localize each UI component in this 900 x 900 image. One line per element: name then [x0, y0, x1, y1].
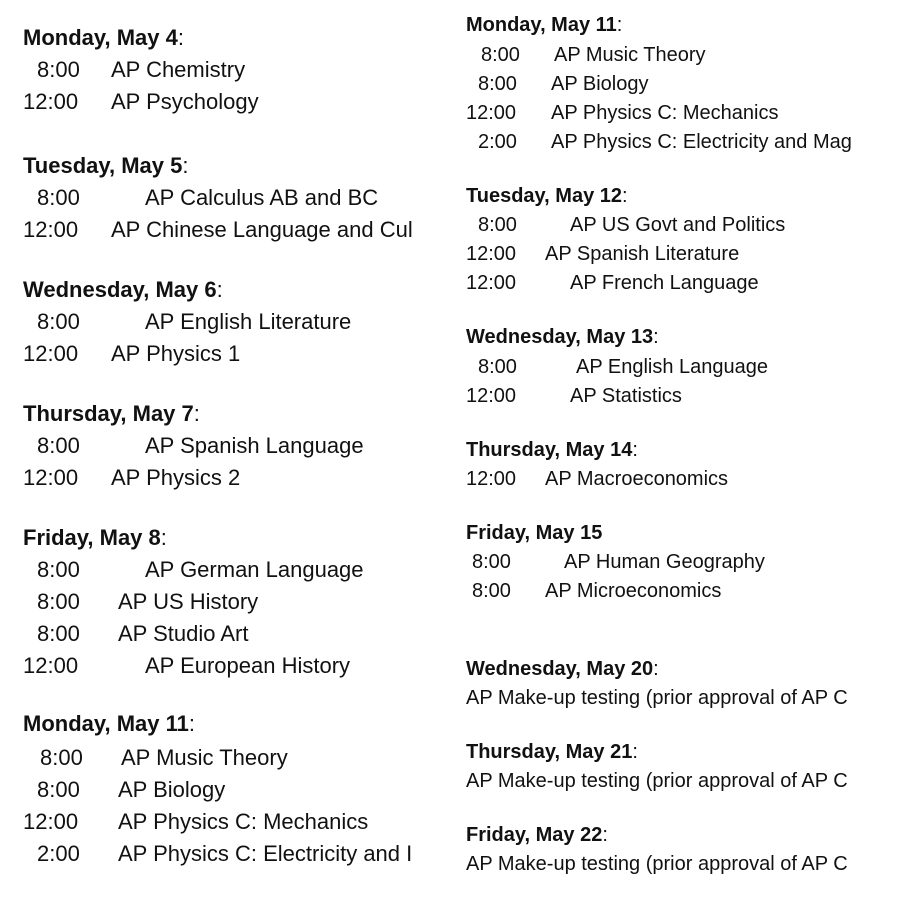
exam-time: 2:00 — [478, 131, 517, 153]
exam-subject: AP Music Theory — [121, 745, 288, 770]
day-heading: Wednesday, May 20: — [466, 658, 659, 680]
exam-subject: AP US History — [118, 589, 259, 614]
exam-time: 8:00 — [37, 589, 80, 614]
exam-time: 12:00 — [466, 243, 517, 265]
exam-time: 8:00 — [472, 551, 511, 573]
day-heading: Monday, May 11: — [466, 14, 623, 36]
exam-subject: AP European History — [145, 653, 351, 678]
exam-subject: AP Chinese Language and Cul — [111, 217, 413, 242]
exam-subject: AP Microeconomics — [545, 580, 722, 602]
exam-subject: AP Music Theory — [554, 44, 706, 66]
exam-time: 8:00 — [40, 745, 83, 770]
exam-subject: AP Calculus AB and BC — [145, 185, 379, 210]
left-schedule-column — [0, 0, 446, 900]
exam-subject: AP French Language — [570, 272, 759, 294]
exam-subject: AP English Language — [576, 356, 769, 378]
exam-time: 8:00 — [37, 557, 80, 582]
exam-subject: AP Physics C: Mechanics — [118, 809, 369, 834]
exam-time: 8:00 — [481, 44, 520, 66]
exam-subject: AP Biology — [118, 777, 226, 802]
exam-subject: AP Statistics — [570, 385, 682, 407]
exam-time: 8:00 — [37, 309, 80, 334]
exam-time: 12:00 — [23, 653, 79, 678]
day-heading: Wednesday, May 6: — [23, 277, 223, 302]
exam-subject: AP US Govt and Politics — [570, 214, 786, 236]
exam-time: 12:00 — [466, 385, 517, 407]
exam-time: 12:00 — [466, 468, 517, 490]
exam-subject: AP Spanish Language — [145, 433, 364, 458]
exam-time: 8:00 — [37, 621, 80, 646]
day-heading: Thursday, May 14: — [466, 439, 638, 461]
exam-time: 12:00 — [466, 102, 517, 124]
exam-subject: AP Physics C: Mechanics — [551, 102, 779, 124]
day-heading: Monday, May 11: — [23, 711, 195, 736]
exam-time: 12:00 — [23, 341, 79, 366]
exam-subject: AP German Language — [145, 557, 364, 582]
day-heading: Wednesday, May 13: — [466, 326, 659, 348]
exam-subject: AP Biology — [551, 73, 649, 95]
exam-subject: AP English Literature — [145, 309, 352, 334]
exam-subject: AP Chemistry — [111, 57, 246, 82]
exam-time: 12:00 — [23, 217, 79, 242]
exam-subject: AP Psychology — [111, 89, 259, 114]
exam-subject: AP Physics C: Electricity and I — [118, 841, 413, 866]
exam-time: 8:00 — [478, 214, 517, 236]
day-heading: Tuesday, May 5: — [23, 153, 189, 178]
exam-time: 8:00 — [472, 580, 511, 602]
exam-subject: AP Physics 1 — [111, 341, 241, 366]
exam-subject: AP Physics 2 — [111, 465, 241, 490]
day-heading: Thursday, May 21: — [466, 741, 638, 763]
exam-subject: AP Studio Art — [118, 621, 249, 646]
exam-time: 8:00 — [37, 57, 80, 82]
exam-time: 8:00 — [37, 433, 80, 458]
day-heading: Friday, May 22: — [466, 824, 608, 846]
exam-subject: AP Human Geography — [564, 551, 765, 573]
day-heading: Friday, May 15 — [466, 522, 603, 544]
exam-time: 12:00 — [23, 89, 79, 114]
exam-time: 8:00 — [478, 356, 517, 378]
right-schedule-column — [446, 0, 886, 900]
exam-subject: AP Physics C: Electricity and Mag — [551, 131, 852, 153]
day-heading: Monday, May 4: — [23, 25, 184, 50]
day-heading: Friday, May 8: — [23, 525, 167, 550]
exam-subject: AP Spanish Literature — [545, 243, 740, 265]
exam-time: 8:00 — [37, 777, 80, 802]
exam-time: 12:00 — [23, 809, 79, 834]
exam-subject: AP Macroeconomics — [545, 468, 729, 490]
exam-time: 12:00 — [466, 272, 517, 294]
makeup-note: AP Make-up testing (prior approval of AP C — [466, 853, 848, 875]
exam-time: 2:00 — [37, 841, 80, 866]
exam-time: 8:00 — [37, 185, 80, 210]
makeup-note: AP Make-up testing (prior approval of AP C — [466, 687, 848, 709]
makeup-note: AP Make-up testing (prior approval of AP C — [466, 770, 848, 792]
day-heading: Thursday, May 7: — [23, 401, 200, 426]
day-heading: Tuesday, May 12: — [466, 185, 628, 207]
exam-time: 12:00 — [23, 465, 79, 490]
exam-time: 8:00 — [478, 73, 517, 95]
